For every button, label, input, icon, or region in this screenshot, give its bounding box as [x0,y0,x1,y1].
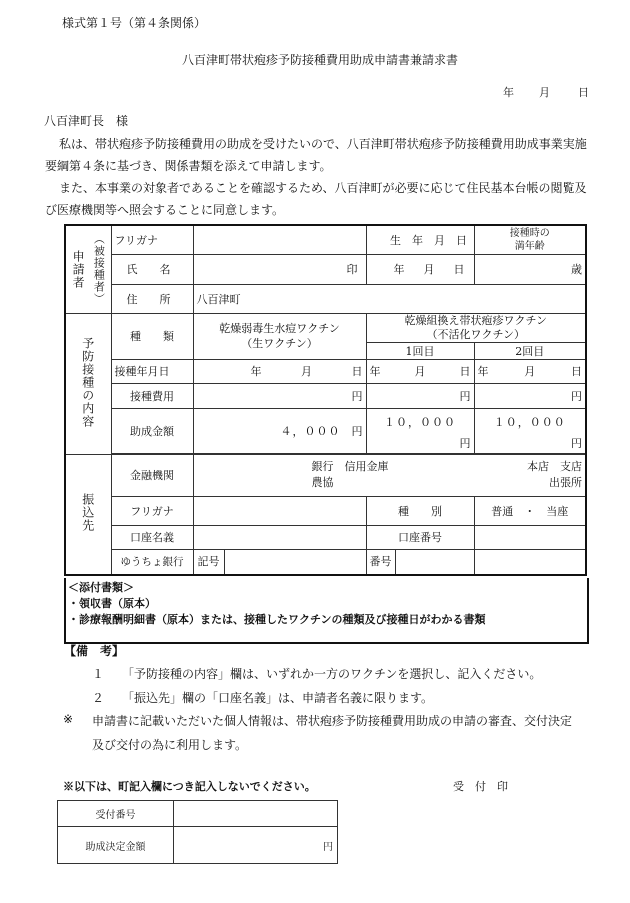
bank-label: 金融機関 [111,454,193,496]
intro-para2-line1: また、本事業の対象者であることを確認するため、八百津町が必要に応じて住民基本台帳の閲覧及 [59,181,587,195]
live-vaccine-cost-input[interactable]: 円 [193,383,366,408]
attachments-box [64,578,589,644]
age-label: 接種時の 満年齢 [474,225,586,254]
address-label: 住 所 [111,284,193,313]
dose-1-header: 1回目 [366,342,474,359]
bank-input[interactable]: 銀行 信用金庫 農協 本店 支店 出張所 [193,454,586,496]
account-number-input[interactable] [474,525,586,549]
note-3-line2: 及び交付の為に利用します。 [92,738,248,752]
receipt-number-field [174,801,338,827]
intro-para2-line2: び医療機関等へ照会することに同意します。 [45,203,285,217]
yucho-symbol-cell[interactable] [193,549,366,575]
dose-2-header: 2回目 [474,342,586,359]
applicant-name-input[interactable] [193,254,366,284]
age-input[interactable]: 歳 [474,254,586,284]
reception-stamp-label: 受 付 印 [453,780,508,793]
dose2-cost-input[interactable]: 円 [474,383,586,408]
yucho-number-label-cell [366,549,474,575]
applicant-section-label: 申請者 （被接種者） [65,225,111,313]
office-use-table [57,800,338,864]
dose1-date-input[interactable]: 年 月 日 [366,359,474,383]
account-number-label: 口座番号 [366,525,474,549]
receipt-number-label: 受付番号 [58,801,174,827]
application-form-table [64,224,587,576]
intro-para1-line1: 私は、帯状疱疹予防接種費用の助成を受けたいので、八百津町帯状疱疹予防接種費用助成事業実施 [59,137,587,151]
attachments-heading: ＜添付書類＞ [68,581,134,594]
vaccination-section-label: 予防接種の内容 [65,313,111,454]
dose1-cost-input[interactable]: 円 [366,383,474,408]
account-holder-input[interactable] [193,525,366,549]
symbol-label: 記号 [194,550,225,574]
vaccination-date-label: 接種年月日 [111,359,193,383]
dose2-subsidy: １０，０００ 円 [474,408,586,453]
live-vaccine-date-input[interactable]: 年 月 日 [193,359,366,383]
birth-date-label: 生 年 月 日 [366,225,474,254]
transfer-furigana-input[interactable] [193,496,366,525]
decided-amount-label: 助成決定金額 [58,827,174,864]
vaccination-cost-label: 接種費用 [111,383,193,408]
note-3-mark: ※ [63,712,74,726]
attachment-item-receipt: ・領収書（原本） [68,597,156,610]
note-2: 「振込先」欄の「口座名義」は、申請者名義に限ります。 [122,691,434,705]
notes-heading: 【備 考】 [64,644,125,658]
applicant-furigana-input[interactable] [193,225,366,254]
intro-para1-line2: 要綱第４条に基づき、関係書類を添えて申請します。 [45,159,332,173]
transfer-furigana-label: フリガナ [111,496,193,525]
applicant-furigana-label: フリガナ [111,225,193,254]
form-number: 様式第１号（第４条関係） [62,16,207,30]
note-2-number: ２ [92,691,105,705]
live-vaccine-option[interactable]: 乾燥弱毒生水痘ワクチン （生ワクチン） [193,313,366,359]
decided-amount-field: 円 [174,827,338,864]
account-type-select[interactable]: 普通 ・ 当座 [474,496,586,525]
note-3-line1: 申請書に記載いただいた個人情報は、帯状疱疹予防接種費用助成の申請の審査、交付決定 [92,714,573,728]
application-date[interactable]: 年 月 日 [503,86,589,99]
attachment-item-statement: ・診療報酬明細書（原本）または、接種したワクチンの種類及び接種日がわかる書類 [68,613,486,626]
yucho-label: ゆうちょ銀行 [111,549,193,575]
inactivated-vaccine-option[interactable]: 乾燥組換え帯状疱疹ワクチン （不活化ワクチン） [366,313,586,342]
dose1-subsidy: １０，０００ 円 [366,408,474,453]
account-type-label: 種 別 [366,496,474,525]
vaccine-type-label: 種 類 [111,313,193,359]
seal-mark: 印 [346,263,358,276]
transfer-section-label: 振込先 [65,454,111,575]
yucho-number-input[interactable] [474,549,586,575]
office-use-instruction: ※以下は、町記入欄につき記入しないでください。 [63,780,316,793]
birth-date-input[interactable]: 年 月 日 [366,254,474,284]
dose2-date-input[interactable]: 年 月 日 [474,359,586,383]
addressee: 八百津町長 様 [44,114,129,128]
live-vaccine-subsidy: ４，０００ 円 [193,408,366,453]
note-1-number: １ [92,667,105,681]
note-1: 「予防接種の内容」欄は、いずれか一方のワクチンを選択し、記入ください。 [122,667,542,681]
applicant-name-label: 氏 名 [111,254,193,284]
page-title: 八百津町帯状疱疹予防接種費用助成申請書兼請求書 [182,53,459,67]
account-holder-label: 口座名義 [111,525,193,549]
address-input[interactable]: 八百津町 [193,284,586,313]
subsidy-amount-label: 助成金額 [111,408,193,453]
number-label: 番号 [367,550,396,574]
